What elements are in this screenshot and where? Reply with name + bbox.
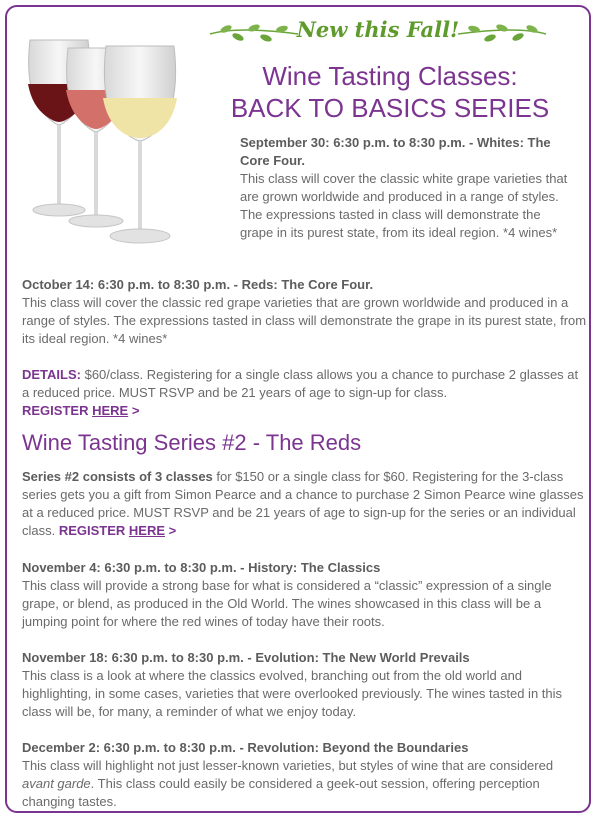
banner-text: New this Fall! <box>296 17 460 42</box>
class-description: This class will cover the classic red grape varieties that are grown worldwide and produced in a range of styles. The expressions tasted in class will demonstrate the grape in its purest state, from its ideal region. *4 wines* <box>22 295 587 346</box>
class-heading: September 30: 6:30 p.m. to 8:30 p.m. - Whites: The Core Four. <box>240 135 551 168</box>
register-link-suffix: > <box>128 403 140 418</box>
page-title <box>200 60 580 124</box>
series-2-lead-text: for $150 or a single class for $60. Registering for the 3-class series gets you a gift from Simon Pearce and a chance to purchase 2 Simon Pearce wine glasses at a reduced price. MUST RSVP and be 21 years of age to sign-up for the series or an individual class. <box>22 469 584 538</box>
register-link-here: HERE <box>128 523 166 538</box>
class-description-end: . This class could easily be considered a geek-out session, offering perception changing tastes. <box>22 776 540 809</box>
details-paragraph <box>22 366 588 420</box>
register-link-suffix: > <box>165 523 177 538</box>
class-heading: November 18: 6:30 p.m. to 8:30 p.m. - Evolution: The New World Prevails <box>22 650 470 665</box>
class-description <box>22 757 588 811</box>
register-link[interactable] <box>22 403 139 418</box>
wine-glasses-image <box>24 30 194 260</box>
class-description-start: This class will highlight not just lesser-known varieties, but styles of wine that are considered <box>22 758 554 773</box>
register-link-prefix: REGISTER <box>58 523 129 538</box>
series-2-paragraph <box>22 468 588 540</box>
series-2-title: Wine Tasting Series #2 - The Reds <box>22 430 362 455</box>
class-september <box>240 134 570 242</box>
avant-garde-text: avant garde <box>22 776 91 791</box>
details-label: DETAILS: <box>22 367 81 382</box>
class-description: This class will cover the classic white grape varieties that are grown worldwide and produced in a range of styles. The expressions tasted in class will demonstrate the grape in its purest state, from its ideal region. *4 wines* <box>240 171 568 240</box>
white-wine-glass <box>103 46 177 243</box>
register-link-prefix: REGISTER <box>22 403 93 418</box>
details-section <box>22 366 588 420</box>
details-text: $60/class. Registering for a single class allows you a chance to purchase 2 glasses at a reduced price. MUST RSVP and be 21 years of age to sign-up for class. <box>22 367 579 400</box>
title-line-2: BACK TO BASICS SERIES <box>230 93 550 123</box>
class-november-18 <box>22 649 588 721</box>
class-december-2 <box>22 739 588 811</box>
class-november-4 <box>22 559 588 631</box>
series-2-lead-bold: Series #2 consists of 3 classes <box>22 469 213 484</box>
class-heading: November 4: 6:30 p.m. to 8:30 p.m. - History: The Classics <box>22 560 381 575</box>
new-this-fall-banner <box>206 14 550 50</box>
register-link-here: HERE <box>92 403 129 418</box>
title-line-1: Wine Tasting Classes: <box>262 61 518 91</box>
series-2-intro <box>22 468 588 540</box>
class-description: This class is a look at where the classics evolved, branching out from the old world and highlighting, in some cases, varieties that were overlooked previously. The wines tasted in this class will be, for many, a reminder of what we enjoy today. <box>22 668 563 719</box>
series-2-register-link[interactable] <box>59 523 176 538</box>
class-heading: December 2: 6:30 p.m. to 8:30 p.m. - Revolution: Beyond the Boundaries <box>22 740 469 755</box>
class-description: This class will provide a strong base for what is considered a “classic” expression of a single grape, or blend, as produced in the Old World. The wines showcased in this class will be a jumping point for where the red wines of today have their roots. <box>22 578 552 629</box>
leaf-vine-icon <box>456 22 548 44</box>
class-october <box>22 276 588 348</box>
class-heading: October 14: 6:30 p.m. to 8:30 p.m. - Reds: The Core Four. <box>22 277 374 292</box>
